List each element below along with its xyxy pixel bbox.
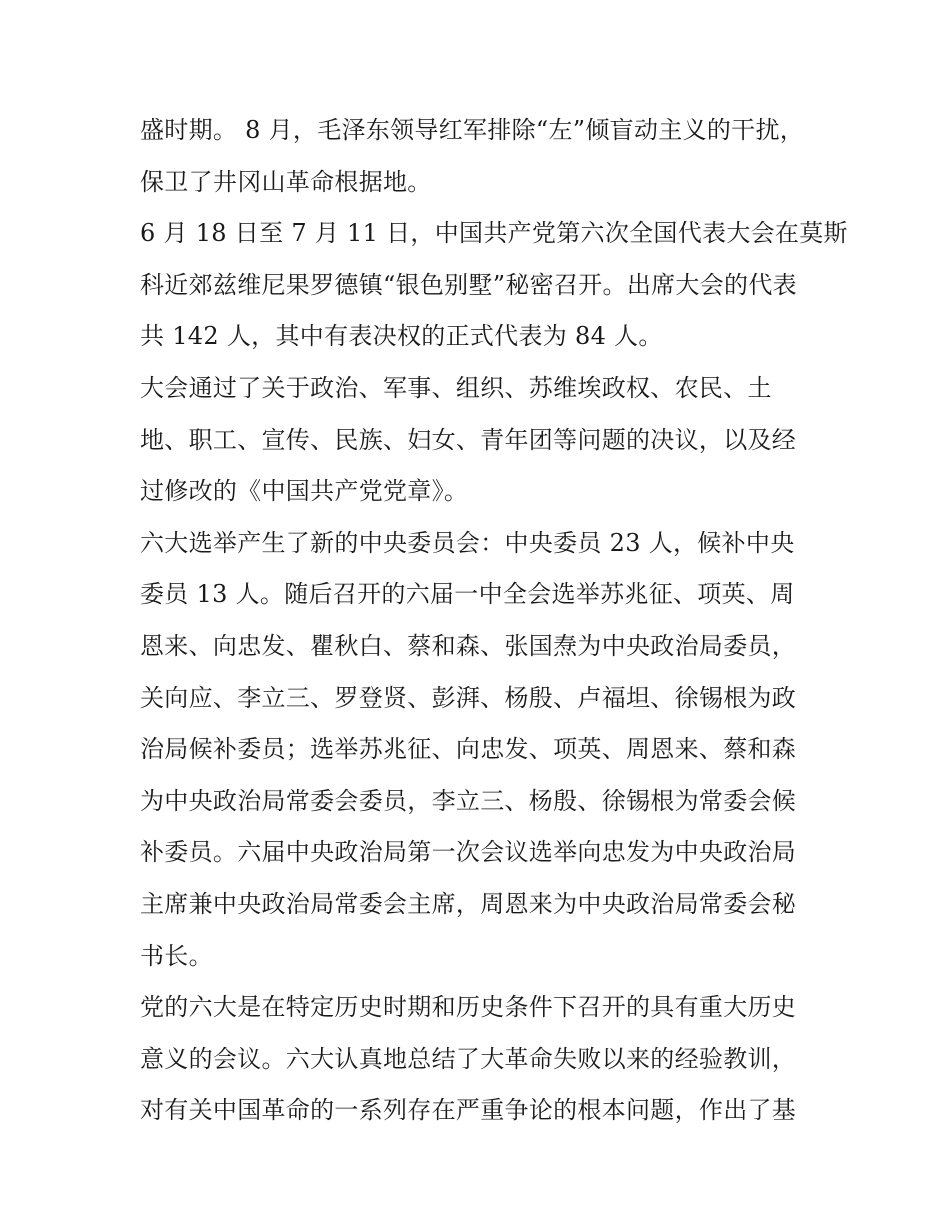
text-line: 治局候补委员；选举苏兆征、向忠发、项英、周恩来、蔡和森 xyxy=(140,735,797,764)
text-line: 对有关中国革命的一系列存在严重争论的根本问题，作出了基 xyxy=(140,1096,797,1125)
text-line: 党的六大是在特定历史时期和历史条件下召开的具有重大历史 xyxy=(140,993,797,1022)
text-line: 补委员。六届中央政治局第一次会议选举向忠发为中央政治局 xyxy=(140,838,797,867)
text-line: 共 142 人，其中有表决权的正式代表为 84 人。 xyxy=(140,322,663,351)
text-line: 过修改的《中国共产党党章》。 xyxy=(140,477,469,506)
text-line: 委员 13 人。随后召开的六届一中全会选举苏兆征、项英、周 xyxy=(140,580,795,609)
text-line: 科近郊兹维尼果罗德镇“银色别墅”秘密召开。出席大会的代表 xyxy=(140,270,797,299)
text-line: 恩来、向忠发、瞿秋白、蔡和森、张国焘为中央政治局委员， xyxy=(140,631,797,660)
text-line: 意义的会议。六大认真地总结了大革命失败以来的经验教训， xyxy=(140,1044,797,1073)
text-line: 为中央政治局常委会委员，李立三、杨殷、徐锡根为常委会候 xyxy=(140,786,797,815)
text-line: 保卫了井冈山革命根据地。 xyxy=(140,167,432,196)
document-body xyxy=(140,105,848,1137)
text-line: 书长。 xyxy=(140,941,213,970)
text-line: 主席兼中央政治局常委会主席，周恩来为中央政治局常委会秘 xyxy=(140,889,797,918)
text-line: 大会通过了关于政治、军事、组织、苏维埃政权、农民、土 xyxy=(140,373,772,402)
text-line: 盛时期。 8 月，毛泽东领导红军排除“左”倾盲动主义的干扰， xyxy=(140,116,805,144)
text-line: 6 月 18 日至 7 月 11 日，中国共产党第六次全国代表大会在莫斯 xyxy=(140,219,848,248)
text-line: 地、职工、宣传、民族、妇女、青年团等问题的决议，以及经 xyxy=(140,425,797,454)
text-line: 关向应、李立三、罗登贤、彭湃、杨殷、卢福坦、徐锡根为政 xyxy=(140,683,797,712)
text-line: 六大选举产生了新的中央委员会：中央委员 23 人，候补中央 xyxy=(140,528,795,557)
